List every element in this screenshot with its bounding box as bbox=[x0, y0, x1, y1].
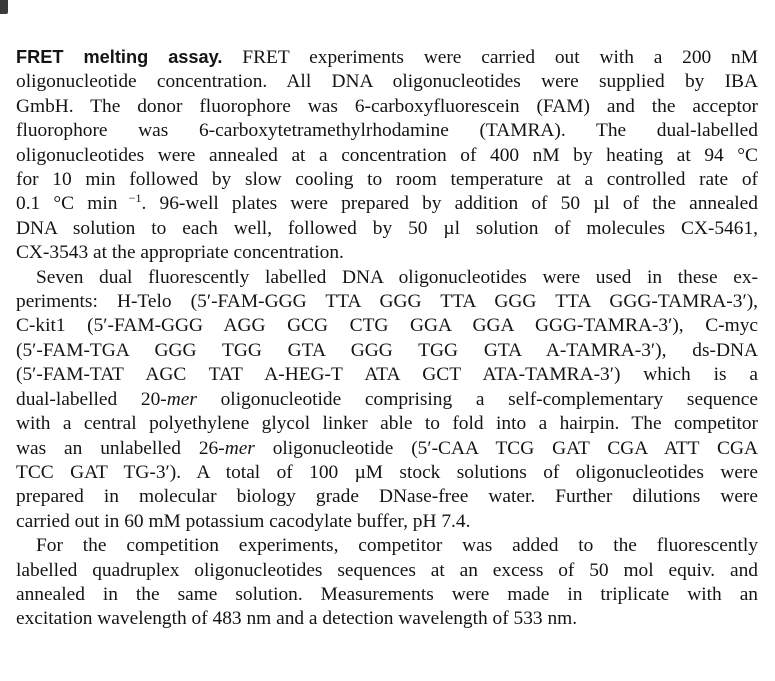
text-line: fluorophore was 6-carboxytetramethylrhodamine (TAMRA). The dual-labelled bbox=[16, 120, 758, 142]
text-line: dual-labelled 20-mer oligonucleotide comprising a self-complementary sequence bbox=[16, 388, 758, 410]
paragraph-competition bbox=[16, 534, 758, 632]
text-line: was an unlabelled 26-mer oligonucleotide (5′-CAA TCG GAT CGA ATT CGA bbox=[16, 437, 758, 459]
text-line: For the competition experiments, competitor was added to the fluorescently bbox=[36, 535, 758, 557]
text-line: carried out in 60 mM potassium cacodylate buffer, pH 7.4. bbox=[16, 510, 471, 532]
text-line: (5′-FAM-TAT AGC TAT A-HEG-T ATA GCT ATA-TAMRA-3′) which is a bbox=[16, 364, 758, 386]
text-line: 0.1 °C min $^{-1}$. 96-well plates were prepared by addition of 50 µl of the annealed bbox=[16, 191, 758, 215]
text-line: prepared in molecular biology grade DNase-free water. Further dilutions were bbox=[16, 486, 758, 508]
text-line: FRET melting assay. FRET experiments were carried out with a 200 nM bbox=[16, 47, 758, 68]
paragraph-oligonucleotides bbox=[16, 266, 758, 534]
paragraph-fret-assay bbox=[16, 45, 758, 266]
text-line: Seven dual fluorescently labelled DNA oligonucleotides were used in these ex- bbox=[36, 266, 758, 288]
text-line: CX-3543 at the appropriate concentration. bbox=[16, 242, 344, 264]
text-line: annealed in the same solution. Measurements were made in triplicate with an bbox=[16, 583, 758, 605]
exponent: −1 bbox=[117, 191, 142, 206]
text-line: DNA solution to each well, followed by 50 µl solution of molecules CX-5461, bbox=[16, 217, 758, 239]
text-line: with a central polyethylene glycol linker able to fold into a hairpin. The competitor bbox=[16, 413, 758, 435]
text-line: (5′-FAM-TGA GGG TGG GTA GGG TGG GTA A-TAMRA-3′), ds-DNA bbox=[16, 339, 758, 361]
text-line: GmbH. The donor fluorophore was 6-carboxyfluorescein (FAM) and the acceptor bbox=[16, 95, 758, 117]
text-line: TCC GAT TG-3′). A total of 100 µM stock solutions of oligonucleotides were bbox=[16, 461, 758, 483]
text-line: excitation wavelength of 483 nm and a detection wavelength of 533 nm. bbox=[16, 608, 578, 630]
text-line: labelled quadruplex oligonucleotides sequences at an excess of 50 mol equiv. and bbox=[16, 559, 758, 581]
text-line: C-kit1 (5′-FAM-GGG AGG GCG CTG GGA GGA GGG-TAMRA-3′), C-myc bbox=[16, 315, 758, 337]
corner-artifact bbox=[0, 0, 8, 14]
text-line: oligonucleotide concentration. All DNA oligonucleotides were supplied by IBA bbox=[16, 71, 758, 93]
methods-section bbox=[16, 45, 758, 632]
text-line: for 10 min followed by slow cooling to room temperature at a controlled rate of bbox=[16, 169, 758, 191]
text-line: periments: H-Telo (5′-FAM-GGG TTA GGG TTA GGG TTA GGG-TAMRA-3′), bbox=[16, 291, 758, 313]
section-heading: FRET melting assay. bbox=[16, 47, 223, 67]
text-line: oligonucleotides were annealed at a concentration of 400 nM by heating at 94 °C bbox=[16, 144, 758, 166]
